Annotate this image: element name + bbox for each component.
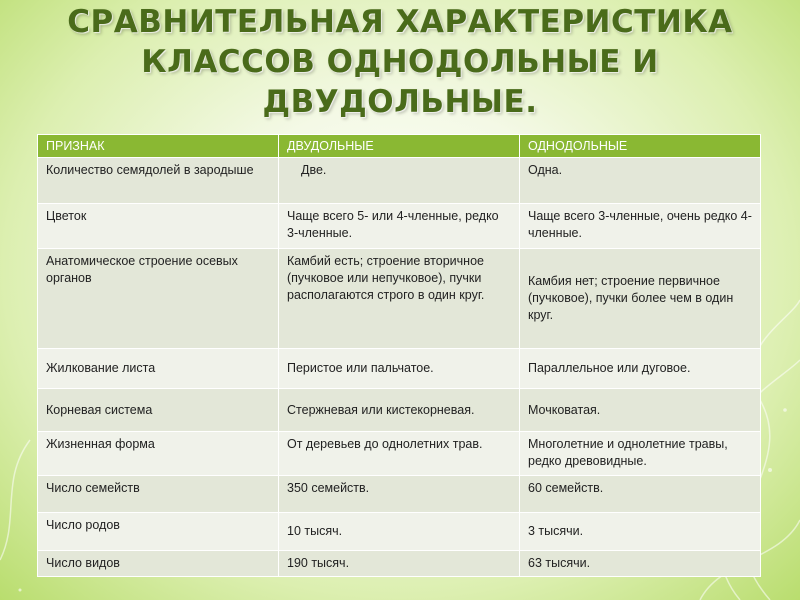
table-row — [38, 249, 761, 349]
table-cell-feature: Анатомическое строение осевых органов — [38, 249, 279, 349]
table-cell-monocots: 63 тысячи. — [520, 551, 761, 577]
table-cell-dicots: От деревьев до однолетних трав. — [279, 432, 520, 476]
table-cell-monocots: 60 семейств. — [520, 476, 761, 513]
table-row — [38, 476, 761, 513]
table-cell-dicots: Стержневая или кистекорневая. — [279, 389, 520, 432]
table-cell-monocots: Камбия нет; строение первичное (пучковое), пучки более чем в один круг. — [520, 249, 761, 349]
table-cell-feature: Жизненная форма — [38, 432, 279, 476]
title-line-3: ДВУДОЛЬНЫЕ. — [262, 84, 538, 120]
comparison-table — [37, 134, 761, 577]
column-header-dicots: ДВУДОЛЬНЫЕ — [279, 135, 520, 158]
table-row — [38, 389, 761, 432]
table-cell-monocots: Мочковатая. — [520, 389, 761, 432]
table-cell-dicots: 190 тысяч. — [279, 551, 520, 577]
table-cell-feature: Корневая система — [38, 389, 279, 432]
table-cell-feature: Цветок — [38, 204, 279, 249]
table-row — [38, 432, 761, 476]
table-cell-dicots: 350 семейств. — [279, 476, 520, 513]
table-cell-feature: Число родов — [38, 513, 279, 551]
table-row — [38, 204, 761, 249]
table-cell-dicots: Перистое или пальчатое. — [279, 349, 520, 389]
column-header-monocots: ОДНОДОЛЬНЫЕ — [520, 135, 761, 158]
table-cell-feature: Число семейств — [38, 476, 279, 513]
table-row — [38, 349, 761, 389]
table-cell-feature: Количество семядолей в зародыше — [38, 158, 279, 204]
table-cell-monocots: Параллельное или дуговое. — [520, 349, 761, 389]
title-line-2: КЛАССОВ ОДНОДОЛЬНЫЕ И — [141, 44, 659, 80]
table-row — [38, 513, 761, 551]
table-cell-dicots: Чаще всего 5- или 4-членные, редко 3-членные. — [279, 204, 520, 249]
table-cell-monocots: 3 тысячи. — [520, 513, 761, 551]
table-cell-monocots: Многолетние и однолетние травы, редко древовидные. — [520, 432, 761, 476]
page-title — [0, 2, 800, 122]
table-cell-feature: Число видов — [38, 551, 279, 577]
table-cell-monocots: Одна. — [520, 158, 761, 204]
table-row — [38, 551, 761, 577]
table-cell-dicots: Две. — [279, 158, 520, 204]
table-row — [38, 158, 761, 204]
table-cell-dicots: Камбий есть; строение вторичное (пучковое или непучковое), пучки располагаются строго в один круг. — [279, 249, 520, 349]
title-line-1: СРАВНИТЕЛЬНАЯ ХАРАКТЕРИСТИКА — [67, 4, 733, 40]
table-cell-feature: Жилкование листа — [38, 349, 279, 389]
table-header-row — [38, 135, 761, 158]
table-cell-dicots: 10 тысяч. — [279, 513, 520, 551]
table-cell-monocots: Чаще всего 3-членные, очень редко 4-членные. — [520, 204, 761, 249]
column-header-feature: ПРИЗНАК — [38, 135, 279, 158]
